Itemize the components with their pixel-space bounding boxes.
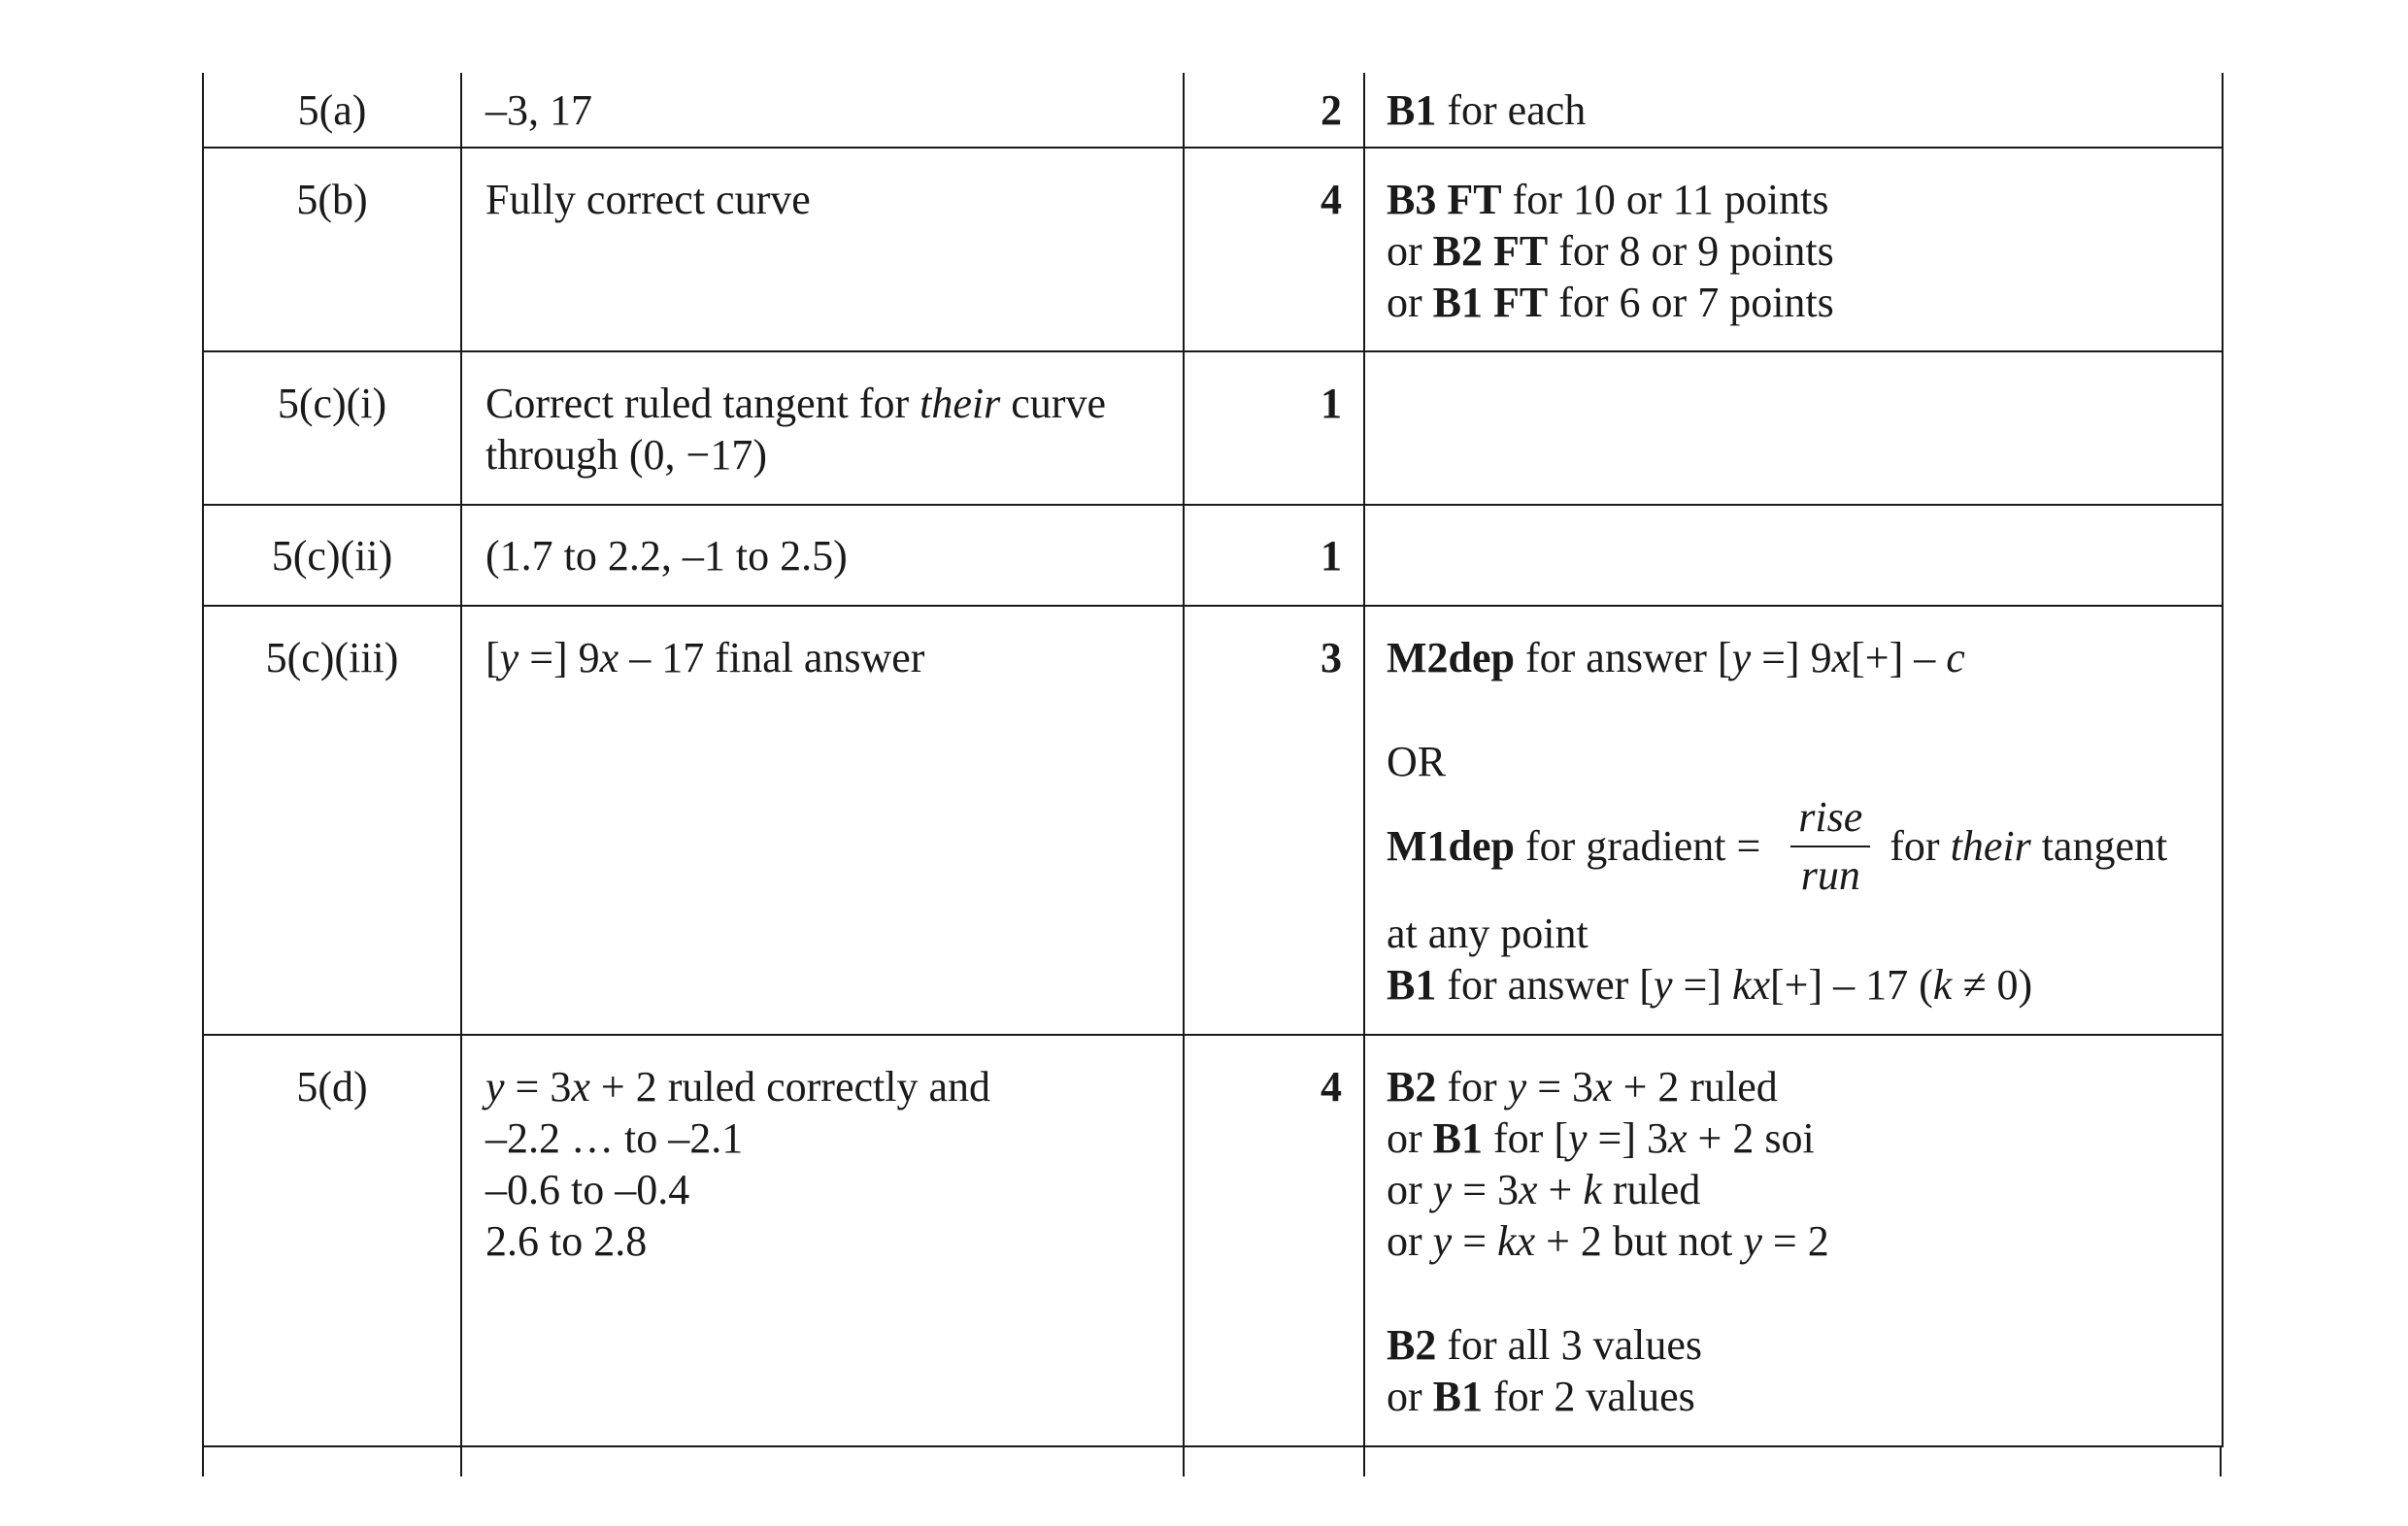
question-number: 5(c)(i) <box>277 380 387 427</box>
italic-term: y <box>1743 1217 1762 1265</box>
rise-over-run-fraction <box>1790 789 1870 904</box>
answer-line <box>485 1112 1159 1164</box>
question-number: 5(c)(iii) <box>265 634 399 681</box>
text-run: + 2 soi <box>1687 1114 1815 1162</box>
text-run: OR <box>1387 738 1447 785</box>
column-rule <box>2220 1447 2222 1476</box>
mark-code: B1 <box>1387 961 1437 1009</box>
guidance-line <box>1387 1112 2200 1164</box>
italic-term: y <box>1731 634 1752 681</box>
text-run: Correct ruled tangent for <box>485 380 920 427</box>
text-run: =] 3 <box>1587 1114 1668 1162</box>
italic-term: x <box>599 634 619 681</box>
marks-value: 4 <box>1321 1063 1342 1111</box>
answer-line: (1.7 to 2.2, –1 to 2.5) <box>485 531 848 580</box>
guidance-line <box>1387 84 2200 136</box>
question-number: 5(b) <box>296 176 368 223</box>
question-cell <box>203 1035 461 1446</box>
question-cell <box>203 148 461 351</box>
answer-cell <box>461 1035 1184 1446</box>
guidance-line <box>1387 632 2200 683</box>
italic-term: y <box>485 1063 505 1111</box>
answer-line <box>485 1164 1159 1215</box>
text-run: –2.2 … to –2.1 <box>485 1114 744 1162</box>
italic-term: x <box>1593 1063 1613 1111</box>
column-rule <box>460 1447 462 1476</box>
table-row-5cii <box>203 505 2223 606</box>
mark-scheme-table <box>202 73 2224 1447</box>
gradient-line <box>1387 793 2200 908</box>
mark-code: M1dep <box>1387 822 1515 871</box>
text-run: = <box>1452 1217 1498 1265</box>
text-run: at any point <box>1387 910 1589 957</box>
guidance-cell <box>1364 1035 2223 1446</box>
column-rule <box>1183 1447 1185 1476</box>
text-run: for 6 or 7 points <box>1548 279 1834 326</box>
marks-value: 1 <box>1321 380 1342 427</box>
answer-line <box>485 378 1159 429</box>
guidance-cell <box>1364 351 2223 505</box>
text-run: – 17 final answer <box>619 634 925 681</box>
guidance-text: tangent <box>2030 822 2168 871</box>
italic-term: x <box>571 1063 590 1111</box>
answer-cell <box>461 148 1184 351</box>
italic-term: their <box>920 380 1001 427</box>
guidance-line <box>1387 959 2200 1011</box>
text-run: = 2 <box>1761 1217 1829 1265</box>
marks-value: 1 <box>1321 531 1342 580</box>
guidance-line <box>1387 1319 2200 1371</box>
text-run: for <box>1436 1063 1508 1111</box>
marks-value: 2 <box>1321 85 1342 134</box>
italic-term: x <box>1519 1166 1538 1213</box>
fraction-numerator: rise <box>1790 789 1870 847</box>
text-run: =] 9 <box>1751 634 1832 681</box>
italic-term: y <box>1507 1063 1527 1111</box>
guidance-line <box>1387 1164 2200 1215</box>
next-row-stub <box>202 1447 2222 1476</box>
question-number: 5(d) <box>296 1063 368 1111</box>
answer-line <box>485 1061 1159 1112</box>
guidance-cell <box>1364 606 2223 1035</box>
guidance-text: for gradient = <box>1515 822 1772 871</box>
text-run: + 2 ruled <box>1612 1063 1778 1111</box>
text-run: through (0, −17) <box>485 431 767 479</box>
text-run: or <box>1387 1166 1433 1213</box>
italic-term: k <box>1932 961 1953 1009</box>
text-run: or <box>1387 279 1433 326</box>
guidance-cell <box>1364 73 2223 148</box>
mark-code: B2 <box>1387 1063 1437 1111</box>
table-row-5a <box>203 73 2223 148</box>
marks-cell <box>1184 73 1364 148</box>
guidance-line <box>1387 908 2200 959</box>
text-run: + 2 ruled correctly and <box>589 1063 990 1111</box>
guidance-line <box>1387 1371 2200 1422</box>
text-run: –0.6 to –0.4 <box>485 1166 690 1213</box>
mark-code: B1 <box>1432 1373 1484 1420</box>
guidance-italic: their <box>1950 822 2031 871</box>
guidance-line <box>1387 174 2200 225</box>
answer-cell <box>461 606 1184 1035</box>
answer-cell <box>461 73 1184 148</box>
answer-line <box>485 632 1159 683</box>
table-row-5b <box>203 148 2223 351</box>
text-run: [ <box>485 634 500 681</box>
mark-code: B1 FT <box>1432 279 1549 326</box>
guidance-line <box>1387 736 2200 787</box>
italic-term: y <box>1432 1166 1453 1213</box>
marks-value: 3 <box>1321 634 1342 681</box>
text-run: 2.6 to 2.8 <box>485 1217 648 1265</box>
text-run: for all 3 values <box>1436 1321 1703 1369</box>
text-run: = 3 <box>1526 1063 1594 1111</box>
answer-line <box>485 429 1159 481</box>
text-run: for 2 values <box>1483 1373 1695 1420</box>
answer-cell <box>461 351 1184 505</box>
answer-line: Fully correct curve <box>485 176 811 223</box>
text-run: or <box>1387 1373 1433 1420</box>
marks-cell <box>1184 351 1364 505</box>
table-row-5ci <box>203 351 2223 505</box>
marks-cell <box>1184 148 1364 351</box>
text-run: for [ <box>1483 1114 1568 1162</box>
guidance-line <box>1387 225 2200 277</box>
answer-cell <box>461 505 1184 606</box>
mark-code: M2dep <box>1387 634 1515 681</box>
text-run: or <box>1387 1217 1433 1265</box>
text-run: =] <box>1672 961 1732 1009</box>
italic-term: k <box>1583 1166 1602 1213</box>
text-run: [+] – <box>1851 634 1947 681</box>
fraction-denominator: run <box>1800 851 1860 899</box>
text-run: =] 9 <box>518 634 600 681</box>
guidance-line <box>1387 1061 2200 1112</box>
table-row-5ciii <box>203 606 2223 1035</box>
italic-term: y <box>1653 961 1673 1009</box>
guidance-text: for <box>1890 822 1951 871</box>
text-run: curve <box>1000 380 1106 427</box>
mark-code: B2 FT <box>1432 227 1549 275</box>
text-run: [+] – 17 ( <box>1770 961 1933 1009</box>
marks-cell <box>1184 1035 1364 1446</box>
italic-term: c <box>1946 634 1965 681</box>
text-run: for 8 or 9 points <box>1548 227 1834 275</box>
question-number: 5(a) <box>297 85 367 134</box>
marks-cell <box>1184 606 1364 1035</box>
marks-cell <box>1184 505 1364 606</box>
italic-term: y <box>1567 1114 1588 1162</box>
mark-code: B1 <box>1432 1114 1484 1162</box>
text-run: for answer [ <box>1436 961 1654 1009</box>
text-run: + 2 but not <box>1535 1217 1744 1265</box>
text-run: = 3 <box>1452 1166 1520 1213</box>
guidance-line <box>1387 277 2200 328</box>
mark-code: B1 <box>1387 85 1437 134</box>
italic-term: kx <box>1731 961 1770 1009</box>
question-cell <box>203 351 461 505</box>
answer-line: –3, 17 <box>485 85 592 134</box>
guidance-cell <box>1364 148 2223 351</box>
text-run: or <box>1387 1114 1433 1162</box>
text-run: for each <box>1436 85 1587 134</box>
guidance-line <box>1387 1215 2200 1267</box>
answer-line <box>485 1215 1159 1267</box>
text-run: or <box>1387 227 1433 275</box>
column-rule <box>202 1447 204 1476</box>
text-run: for 10 or 11 points <box>1501 176 1829 223</box>
column-rule <box>1363 1447 1365 1476</box>
guidance-cell <box>1364 505 2223 606</box>
text-run: for answer [ <box>1515 634 1732 681</box>
text-run: + <box>1537 1166 1584 1213</box>
mark-scheme-page <box>202 73 2222 1476</box>
mark-code: B3 FT <box>1387 176 1502 223</box>
question-number: 5(c)(ii) <box>271 531 393 580</box>
italic-term: y <box>1432 1217 1453 1265</box>
marks-value: 4 <box>1321 176 1342 223</box>
question-cell <box>203 606 461 1035</box>
italic-term: kx <box>1497 1217 1536 1265</box>
question-cell <box>203 73 461 148</box>
text-run: ≠ 0) <box>1952 961 2033 1009</box>
table-row-5d <box>203 1035 2223 1446</box>
text-run: = 3 <box>504 1063 572 1111</box>
italic-term: x <box>1667 1114 1688 1162</box>
italic-term: x <box>1831 634 1852 681</box>
mark-code: B2 <box>1387 1321 1437 1369</box>
question-cell <box>203 505 461 606</box>
text-run: ruled <box>1601 1166 1701 1213</box>
italic-term: y <box>499 634 519 681</box>
